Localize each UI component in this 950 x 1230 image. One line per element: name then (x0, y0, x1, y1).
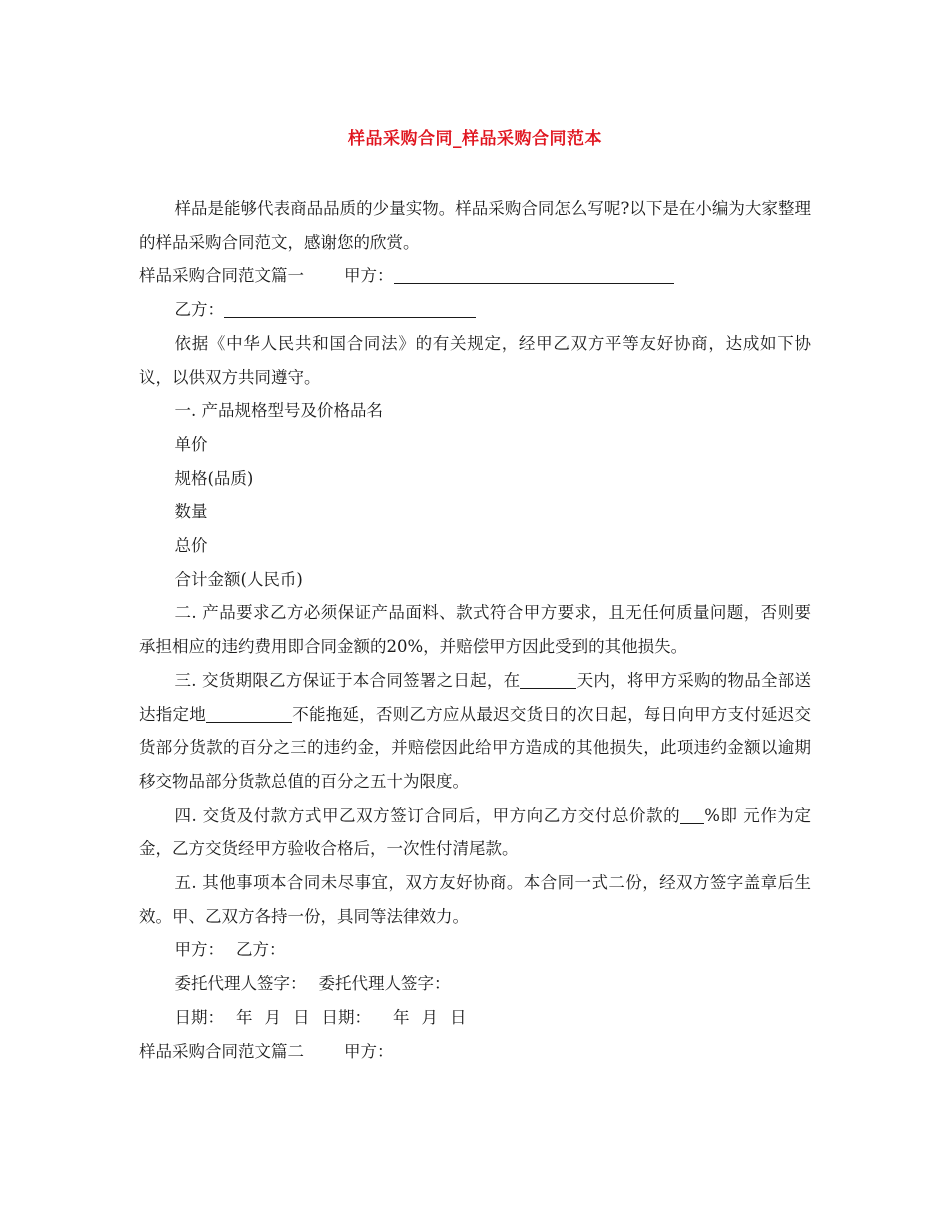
date-a-day: 日 (292, 1007, 310, 1027)
section1-heading: 样品采购合同范文篇一 (139, 266, 304, 286)
party-a-blank (394, 267, 674, 285)
date-a-year: 年 (235, 1007, 253, 1027)
item-unit-price: 单价 (174, 434, 208, 454)
section1-header-line (139, 259, 811, 293)
section2-heading: 样品采购合同范文篇二 (139, 1041, 304, 1061)
clause3-text-c: 不能拖延，否则乙方应从最迟交货日的次日起，每日向甲方支付延迟交货部分货款的百分之三的违约金，并赔偿因此给甲方造成的其他损失，此项违约金额以逾期移交物品部分货款总值的百分之五十为限度。 (139, 704, 812, 791)
item-spec: 规格(品质) (174, 468, 254, 488)
date-a-label: 日期： (174, 1007, 224, 1027)
date-b-label: 日期： (321, 1007, 371, 1027)
item-quantity: 数量 (174, 502, 208, 522)
party-b-blank (224, 301, 476, 319)
date-b-year: 年 (392, 1007, 410, 1027)
item-sum: 合计金额(人民币) (174, 569, 303, 589)
item-total-price: 总价 (174, 536, 208, 556)
agent-b: 委托代理人签字： (318, 974, 451, 994)
intro-paragraph: 样品是能够代表商品品质的少量实物。样品采购合同怎么写呢?以下是在小编为大家整理的样品采购合同范文，感谢您的欣赏。 (139, 199, 811, 252)
section2-party-a-label: 甲方： (344, 1041, 394, 1061)
clause3-text-b: 天内，将甲方采购的物品全部送达指定地 (139, 670, 812, 724)
party-b-label: 乙方： (174, 300, 224, 320)
date-b-day: 日 (449, 1007, 467, 1027)
clause4-text-a: 四. 交货及付款方式甲乙双方签订合同后，甲方向乙方交付总价款的 (174, 805, 681, 825)
date-a-month: 月 (264, 1007, 281, 1027)
date-b-month: 月 (421, 1007, 438, 1027)
party-b-line (139, 293, 811, 327)
clause4-paragraph (139, 799, 811, 866)
section2-header-line (139, 1035, 811, 1069)
clause3-paragraph (139, 664, 811, 799)
document-title: 样品采购合同_样品采购合同范本 (348, 129, 602, 149)
clause4-text-b: %即 元作为定金，乙方交货经甲方验收合格后，一次性付清尾款。 (139, 805, 811, 859)
basis-paragraph: 依据《中华人民共和国合同法》的有关规定，经甲乙双方平等友好协商，达成如下协议，以供双方共同遵守。 (139, 333, 811, 387)
signature-parties-line (139, 933, 811, 967)
percent-blank (680, 806, 704, 824)
days-blank (520, 671, 576, 689)
signature-dates-line (139, 1001, 811, 1035)
clause2-paragraph: 二. 产品要求乙方必须保证产品面料、款式符合甲方要求，且无任何质量问题，否则要承担相应的违约费用即合同金额的20%，并赔偿甲方因此受到的其他损失。 (139, 603, 811, 657)
clause1-title: 一. 产品规格型号及价格品名 (174, 401, 383, 421)
signature-agents-line (139, 967, 811, 1001)
agent-a: 委托代理人签字： (174, 974, 307, 994)
sign-party-a: 甲方： (174, 940, 224, 960)
sign-party-b: 乙方： (235, 940, 286, 960)
party-a-label: 甲方： (344, 266, 394, 286)
clause3-text-a: 三. 交货期限乙方保证于本合同签署之日起，在 (174, 670, 521, 690)
location-blank (206, 705, 292, 723)
clause5-paragraph: 五. 其他事项本合同未尽事宜，双方友好协商。本合同一式二份，经双方签字盖章后生效。甲、乙双方各持一份，具同等法律效力。 (139, 873, 811, 926)
document-body (139, 192, 811, 1068)
